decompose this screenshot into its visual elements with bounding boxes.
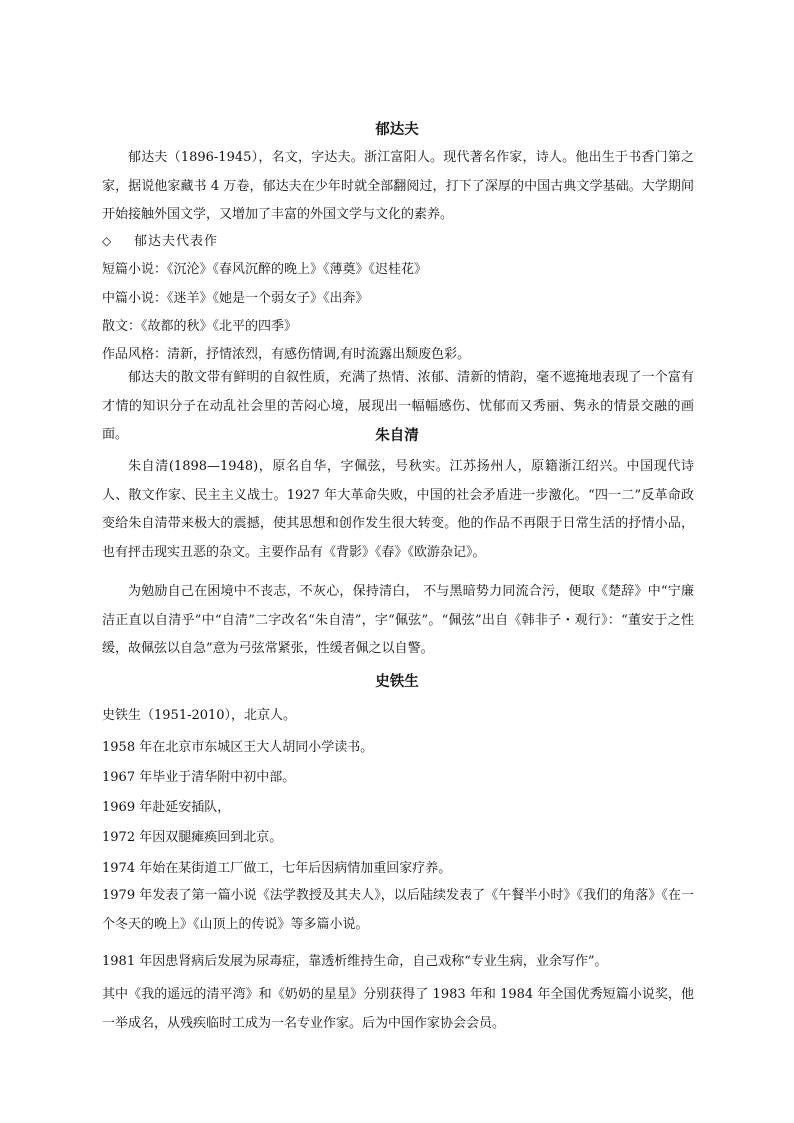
shi-line-6: 1974 年始在某街道工厂做工，七年后因病情加重回家疗养。 xyxy=(102,861,452,876)
yu-medium-novels: 中篇小说：《迷羊》《她是一个弱女子》《出奔》 xyxy=(102,291,369,306)
zhu-paragraph-1: 朱自清(1898—1948)，原名自华，字佩弦，号秋实。江苏扬州人，原籍浙江绍兴。中国现代诗人、散文作家、民主主义战士。1927 年大革命失败，中国的社会矛盾进一步激化。“四一二”反革命政变给朱自清带来极大的震撼，使其思想和创作发生很大转变。他的作品不再限于日常生活的抒情小品，也有抨击现实丑恶的杂文。主要作品有《背影》《春》《欧游杂记》。 xyxy=(102,459,694,560)
yu-short-novels: 短篇小说：《沉沦》《春风沉醉的晚上》《薄奠》《迟桂花》 xyxy=(102,262,428,277)
yu-prose-paragraph: 郁达夫的散文带有鲜明的自叙性质，充满了热情、浓郁、清新的情韵，毫不遮掩地表现了一个富有才情的知识分子在动乱社会里的苦闷心境，展现出一幅幅感伤、忧郁而又秀丽、隽永的情景交融的画面。 xyxy=(102,370,694,442)
shi-line-8: 1981 年因患肾病后发展为尿毒症，靠透析维持生命，自己戏称“专业生病，业余写作”。 xyxy=(102,954,608,969)
shi-line-4: 1969 年赴延安插队， xyxy=(102,800,231,815)
shi-line-5: 1972 年因双腿瘫痪回到北京。 xyxy=(102,830,283,845)
yu-intro-paragraph: 郁达夫（1896-1945），名文，字达夫。浙江富阳人。现代著名作家，诗人。他出生于书香门第之家，据说他家藏书 4 万卷，郁达夫在少年时就全部翻阅过，打下了深厚的中国古典文学基础。大学期间开始接触外国文学，又增加了丰富的外国文学与文化的素养。 xyxy=(102,150,694,222)
section-title-yu-dafu: 郁达夫 xyxy=(375,122,419,138)
yu-essays: 散文：《故都的秋》《北平的四季》 xyxy=(102,319,298,334)
shi-line-7: 1979 年发表了第一篇小说《法学教授及其夫人》，以后陆续发表了《午餐半小时》《我们的角落》《在一个冬天的晚上》《山顶上的传说》等多篇小说。 xyxy=(102,888,694,932)
yu-style: 作品风格：清新，抒情浓烈，有感伤情调,有时流露出颓废色彩。 xyxy=(102,347,471,362)
section-title-zhu-ziqing: 朱自清 xyxy=(375,428,419,444)
section-title-shi-tiesheng: 史铁生 xyxy=(375,674,419,690)
shi-line-1: 史铁生（1951-2010），北京人。 xyxy=(102,708,297,723)
diamond-outline-icon: ◇ xyxy=(102,234,112,248)
shi-line-2: 1958 年在北京市东城区王大人胡同小学读书。 xyxy=(102,740,374,755)
shi-line-3: 1967 年毕业于清华附中初中部。 xyxy=(102,770,296,785)
yu-works-heading xyxy=(102,231,218,252)
yu-works-heading-text: 郁达夫代表作 xyxy=(134,234,219,249)
zhu-paragraph-2: 为勉励自己在困境中不丧志，不灰心，保持清白， 不与黑暗势力同流合污，便取《楚辞》中“宁廉洁正直以自清乎”中“自清”二字改名“朱自清”，字“佩弦”。“佩弦”出自《韩非子・观行》：“董安于之性缓，故佩弦以自急”意为弓弦常紧张，性缓者佩之以自警。 xyxy=(102,584,694,656)
shi-line-9: 其中《我的遥远的清平湾》和《奶奶的星星》分别获得了 1983 年和 1984 年全国优秀短篇小说奖，他一举成名，从残疾临时工成为一名专业作家。后为中国作家协会会员。 xyxy=(102,987,694,1031)
